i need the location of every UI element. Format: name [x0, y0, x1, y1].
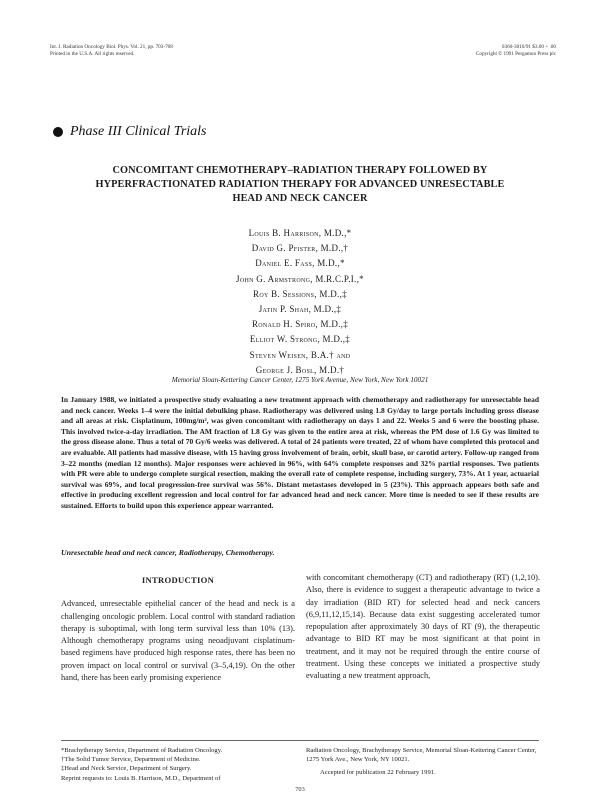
introduction-paragraph-right: with concomitant chemotherapy (CT) and radiotherapy (RT) (1,2,10). Also, there is evidence to suggest a therapeutic advantage to twice a day irradiation (BID RT) for selected head and neck cancers (6,9,11,12,15,14). Because data exist suggesting accelerated tumor repopulation after approximately 30 days of RT (9), the therapeutic advantage to BID RT may be most significant at that point in treatment, and it may not be required through the entire course of treatment. Using these concepts we initiated a prospective study evaluating a new treatment approach, — [306, 573, 540, 681]
affiliation: Memorial Sloan-Kettering Cancer Center, 1275 York Avenue, New York, New York 10021 — [171, 376, 429, 384]
section-label: Phase III Clinical Trials — [70, 124, 207, 139]
author: Louis B. Harrison, M.D.,* — [248, 228, 352, 238]
footnote-divider — [61, 740, 539, 741]
author: Ronald H. Spiro, M.D.,‡ — [251, 319, 349, 330]
footnotes-right — [306, 746, 540, 778]
copyright-header — [476, 44, 556, 58]
footnote-address: Radiation Oncology, Brachytherapy Service, Memorial Sloan-Kettering Cancer Center, 1275 York Ave., New York, NY 10021. — [306, 747, 537, 764]
accepted-date: Accepted for publication 22 February 1991. — [320, 769, 436, 777]
footnote: *Brachytherapy Service, Department of Radiation Oncology. — [61, 747, 223, 754]
body-column-left — [61, 574, 295, 684]
introduction-paragraph-left: Advanced, unresectable epithelial cancer of the head and neck is a challenging oncologic problem. Local control with standard radiation therapy is suboptimal, with long term survival less than 10% (13). Although chemotherapy programs using neoadjuvant cisplatinum-based regimens have produced high response rates, there has been no proven impact on local control or survival (3–5,4,19). On the other hand, there has been early promising experience — [61, 599, 295, 683]
issn-line: 0360-3016/91 $3.00 + .00 — [501, 44, 556, 50]
author: Elliot W. Strong, M.D.,‡ — [249, 334, 351, 345]
abstract: In January 1988, we initiated a prospective study evaluating a new treatment approach with chemotherapy and radiotherapy for unresectable head and neck cancer. Weeks 1–4 were the initial debulking phase. Radiotherapy was delivered using 1.8 Gy/day to large portals including gross disease and all areas at risk. Cisplatinum, 100mg/m², was given concomitant with radiotherapy on days 1 and 22. Weeks 5 and 6 were the boosting phase. This involved twice-a-day irradiation. The AM fraction of 1.8 Gy was given to the entire area at risk, whereas the PM dose of 1.6 Gy was limited to the gross disease alone. Thus a total of 70 Gy/6 weeks was delivered. A total of 24 patients were treated, 22 of whom have completed this protocol and are evaluable. All patients had massive disease, with 15 having gross involvement of brain, orbit, skull base, or carotid artery. Follow-up ranged from 3–22 months (median 12 months). Major responses were achieved in 96%, with 64% complete responses and 32% partial responses. Two patients with PR were able to undergo complete surgical resection, making the overall rate of complete response, including surgery, 73%. At 1 year, actuarial survival was 69%, and local progression-free survival was 56%. Distant metastases developed in 5 (23%). This approach appears both safe and effective in producing excellent regression and local control for far advanced head and neck cancer. More time is needed to see if these results are sustained. Efforts to build upon this experience appear warranted. — [61, 395, 539, 510]
introduction-heading: INTRODUCTION — [141, 575, 215, 585]
footnotes-left — [61, 746, 295, 783]
author: Daniel E. Fass, M.D.,* — [255, 258, 345, 269]
keywords: Unresectable head and neck cancer, Radiotherapy, Chemotherapy. — [61, 548, 275, 557]
copyright-line: Copyright © 1991 Pergamon Press plc — [475, 51, 556, 57]
body-column-right — [306, 572, 540, 683]
journal-citation-header — [50, 44, 173, 58]
author: Jatin P. Shah, M.D.,‡ — [258, 304, 342, 315]
author: David G. Pfister, M.D.,† — [251, 243, 349, 254]
footnote: ‡Head and Neck Service, Department of Surgery. — [61, 765, 192, 773]
page-number: 703 — [295, 786, 305, 793]
author: John G. Armstrong, M.R.C.P.I.,* — [236, 273, 364, 284]
journal-printed-line: Printed in the U.S.A. All rights reserved. — [50, 51, 135, 57]
author: Steven Weisen, B.A.† and — [249, 349, 351, 360]
section-heading — [53, 124, 207, 140]
author: George J. Bosl, M.D.† — [255, 364, 345, 375]
journal-citation-line: Int. J. Radiation Oncology Biol. Phys. Vol. 21, pp. 703-708 — [50, 44, 173, 50]
author: Roy B. Sessions, M.D.,‡ — [253, 288, 347, 299]
bullet-icon — [53, 127, 63, 137]
author-list — [150, 226, 450, 378]
footnote: Reprint requests to: Louis B. Harrison, M.D., Department of — [61, 774, 221, 782]
footnote: †The Solid Tumor Service, Department of Medicine. — [61, 756, 201, 764]
article-title: CONCOMITANT CHEMOTHERAPY–RADIATION THERAPY FOLLOWED BY HYPERFRACTIONATED RADIATION THERAPY FOR ADVANCED UNRESECTABLE HEAD AND NECK CANCER — [95, 165, 505, 204]
